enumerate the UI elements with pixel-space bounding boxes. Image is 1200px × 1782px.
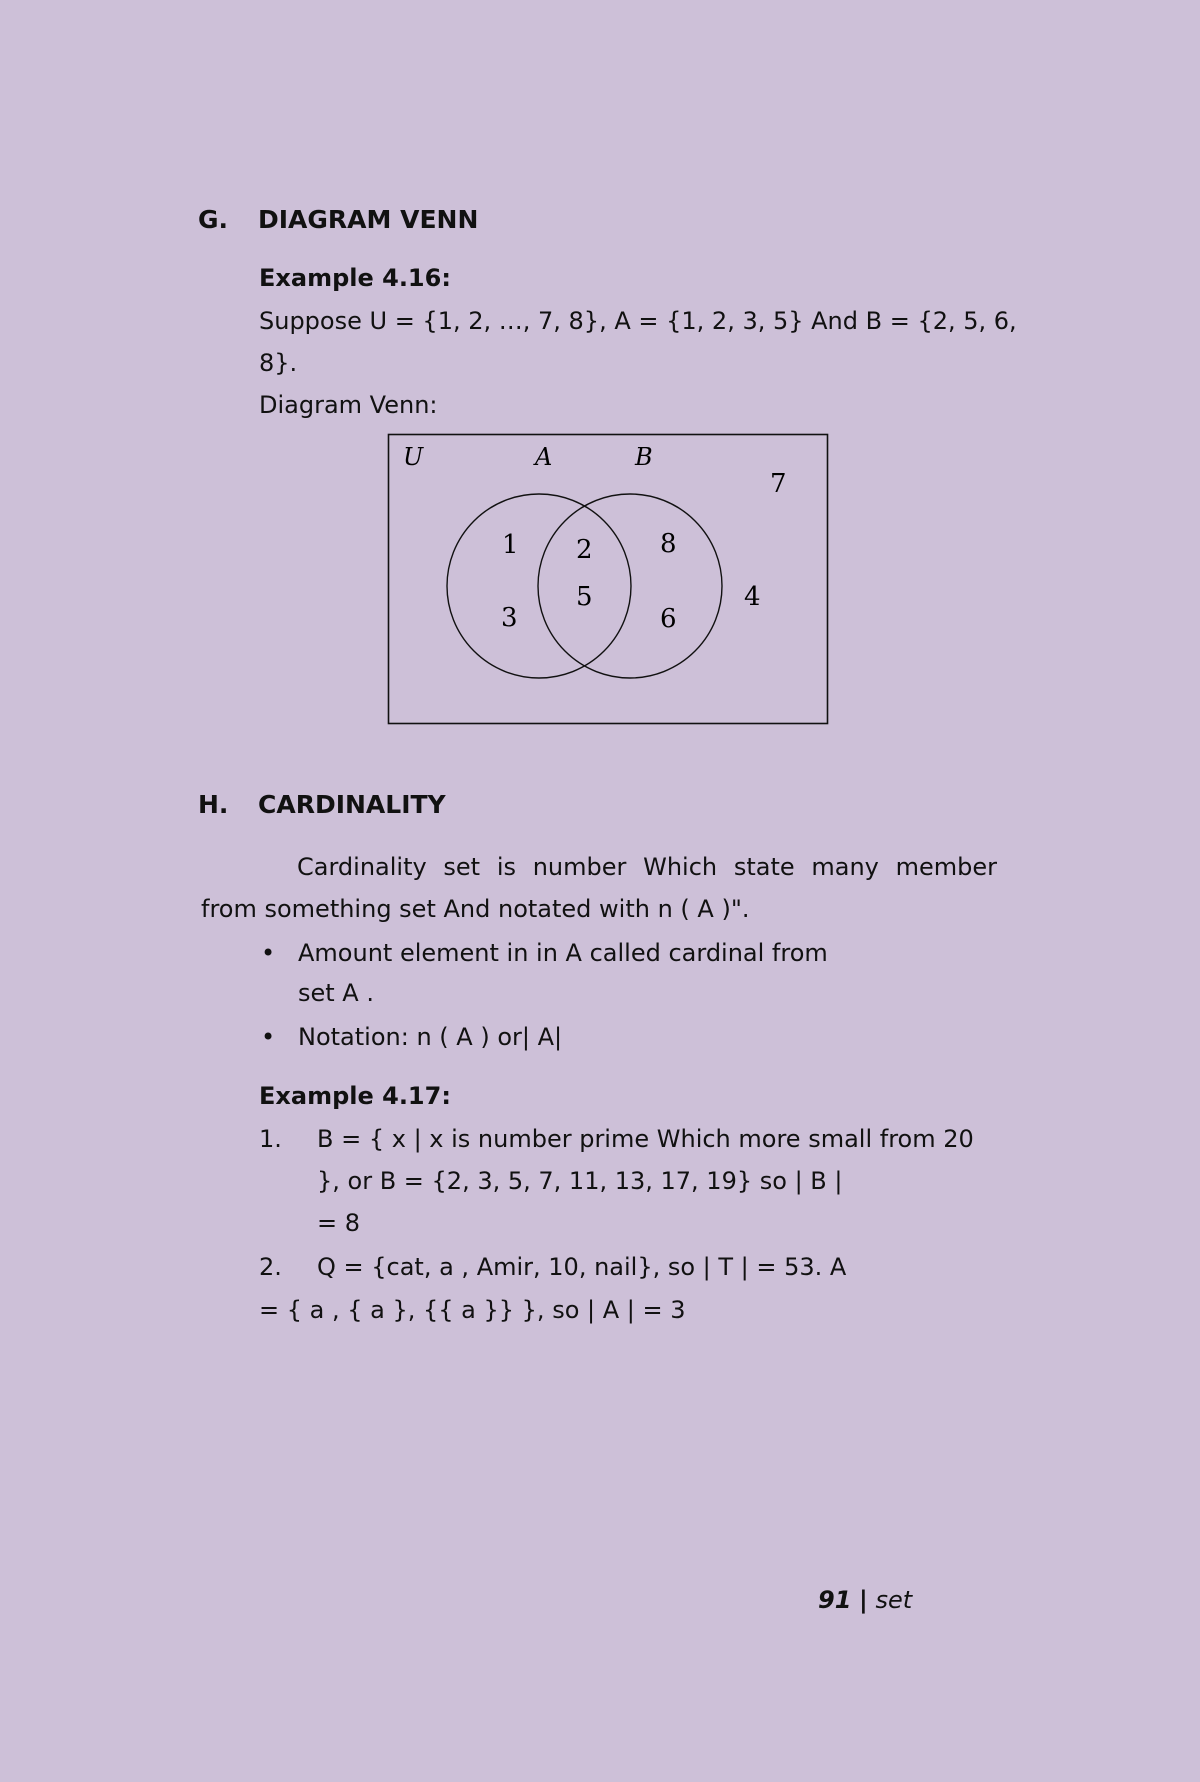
element-only-a: 3 (501, 603, 518, 633)
item1-line1: B = { x | x is number prime Which more small from 20 (317, 1125, 974, 1153)
element-outside: 4 (744, 582, 761, 612)
bullet-dot: • (261, 939, 276, 967)
example-417-title: Example 4.17: (259, 1082, 451, 1110)
item1-line3: = 8 (317, 1209, 361, 1237)
element-intersection: 2 (576, 535, 593, 565)
bullet-dot: • (261, 1023, 276, 1051)
cardinality-paragraph-line1: Cardinality set is number Which state many member (297, 853, 997, 881)
element-only-b: 8 (660, 529, 677, 559)
item2-line1: Q = {cat, a , Amir, 10, nail}, so | T | = 53. A (317, 1253, 847, 1281)
element-intersection: 5 (576, 582, 593, 612)
item1-line2: }, or B = {2, 3, 5, 7, 11, 13, 17, 19} so | B | (317, 1167, 843, 1195)
example-416-line1: Suppose U = {1, 2, …, 7, 8}, A = {1, 2, 3, 5} And B = {2, 5, 6, (259, 307, 1017, 335)
section-g-number: G. (198, 205, 229, 234)
set-a-label: A (535, 443, 553, 471)
section-g-heading (198, 205, 478, 234)
element-only-a: 1 (502, 530, 519, 560)
item2-line2: = { a , { a }, {{ a }} }, so | A | = 3 (259, 1296, 686, 1324)
bullet2-text: Notation: n ( A ) or| A| (298, 1023, 563, 1051)
chapter-name: set (875, 1586, 913, 1614)
section-h-heading (198, 790, 446, 819)
bullet-item (261, 1017, 563, 1057)
bullet-item (261, 933, 828, 1013)
section-g-title: DIAGRAM VENN (258, 205, 479, 234)
page-footer (818, 1586, 912, 1614)
section-h-number: H. (198, 790, 229, 819)
set-b-circle (538, 494, 722, 678)
example-416-title: Example 4.16: (259, 264, 451, 292)
set-b-label: B (635, 443, 653, 471)
universe-rectangle (389, 435, 828, 724)
bullet1-line2: set A . (298, 979, 374, 1007)
footer-separator: | (859, 1586, 868, 1614)
element-only-b: 6 (660, 604, 677, 634)
section-h-title: CARDINALITY (258, 790, 446, 819)
cardinality-paragraph-line2: from something set And notated with n ( A )". (201, 895, 750, 923)
page-number: 91 (818, 1586, 852, 1614)
item1-number: 1. (259, 1125, 282, 1153)
set-a-circle (447, 494, 631, 678)
venn-caption: Diagram Venn: (259, 391, 438, 419)
venn-diagram (387, 433, 830, 727)
bullet1-line1: Amount element in in A called cardinal from (298, 939, 828, 967)
item2-number: 2. (259, 1253, 282, 1281)
universe-label: U (403, 443, 424, 471)
element-outside: 7 (770, 469, 787, 499)
example-416-line2: 8}. (259, 349, 298, 377)
